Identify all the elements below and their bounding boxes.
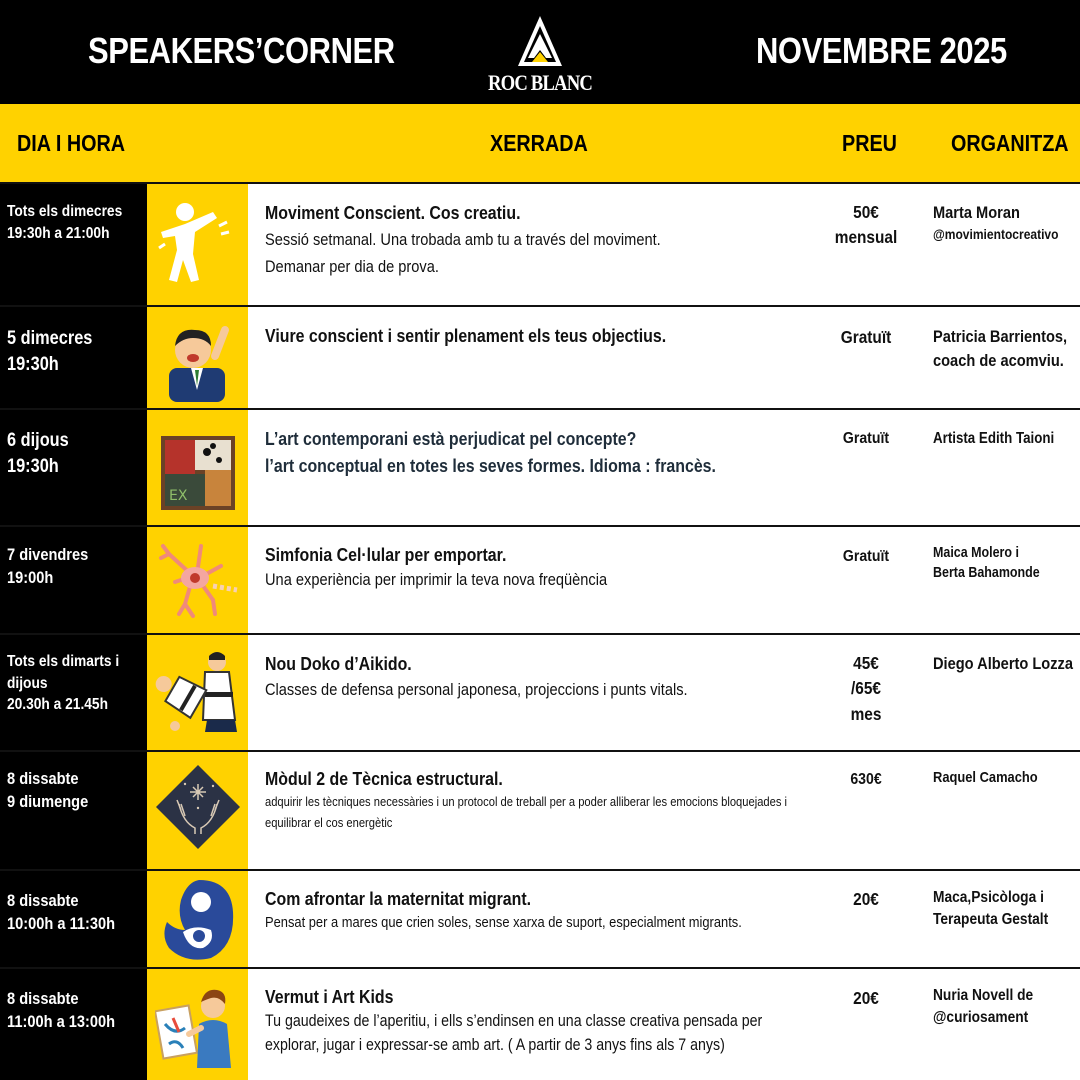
column-header-date: DIA I HORA: [17, 130, 126, 156]
organizer-name: Berta Bahamonde: [933, 565, 1040, 582]
dancer-icon: [155, 198, 241, 284]
talk-description: Demanar per dia de prova.: [265, 257, 439, 277]
talk-title: Nou Doko d’Aikido.: [265, 653, 412, 674]
row-date: Tots els dimarts i: [7, 653, 120, 670]
talk-description: Sessió setmanal. Una trobada amb tu a través del moviment.: [265, 230, 661, 249]
row-divider: [0, 967, 1080, 969]
contemporary-art-icon: [155, 430, 241, 516]
row-date: 9 diumenge: [7, 791, 89, 811]
row-date: 8 dissabte: [7, 989, 79, 1008]
talk-title: L’art contemporani està perjudicat pel concepte?: [265, 428, 637, 449]
row-divider: [0, 633, 1080, 635]
row-divider: [0, 305, 1080, 307]
price-value: 20€: [853, 889, 879, 909]
organizer-name: Maca,Psicòloga i: [933, 889, 1044, 906]
child-painting-icon: [155, 984, 241, 1070]
price-value: Gratuït: [840, 327, 892, 347]
row-time: 19:30h: [7, 455, 59, 477]
mountain-icon: [478, 12, 602, 72]
organizer-name: Marta Moran: [933, 203, 1020, 222]
organizer-name: coach de acomviu.: [933, 350, 1064, 370]
organizer-name: Maica Molero i: [933, 545, 1019, 561]
organizer-name: Raquel Camacho: [933, 769, 1038, 786]
row-time: 19:30h: [7, 353, 59, 375]
talk-description: adquirir les tècniques necessàries i un protocol de treball per a poder alliberar les emocions bloquejades i: [265, 794, 788, 809]
column-header-talk: XERRADA: [490, 130, 588, 156]
organizer-name: Patricia Barrientos,: [933, 327, 1068, 346]
column-header-price: PREU: [842, 130, 897, 156]
price-value: 630€: [850, 771, 882, 788]
businessman-icon: [155, 316, 241, 402]
talk-description: Pensat per a mares que crien soles, sense xarxa de suport, especialment migrants.: [265, 914, 742, 931]
date-column: [0, 182, 147, 1080]
row-divider: [0, 869, 1080, 871]
talk-description: Una experiència per imprimir la teva nova freqüència: [265, 570, 608, 589]
organizer-handle: @movimientocreativo: [933, 225, 1059, 242]
aikido-icon: [155, 648, 241, 734]
row-date: Tots els dimecres: [7, 203, 123, 220]
price-value: mes: [850, 703, 882, 724]
price-value: 50€: [853, 202, 879, 222]
row-date: 7 divendres: [7, 545, 89, 564]
price-value: 45€: [853, 653, 879, 673]
month-title: NOVEMBRE 2025: [756, 30, 1007, 71]
logo-text: ROC BLANC: [487, 70, 593, 95]
roc-blanc-logo: [478, 12, 602, 96]
row-divider: [0, 525, 1080, 527]
row-date: 6 dijous: [7, 430, 69, 451]
row-time: 11:00h a 13:00h: [7, 1011, 116, 1031]
price-value: Gratuït: [842, 430, 890, 447]
row-divider: [0, 182, 1080, 184]
talk-title: Moviment Conscient. Cos creatiu.: [265, 202, 521, 223]
row-date: dijous: [7, 674, 48, 692]
row-date: 8 dissabte: [7, 769, 79, 788]
row-divider: [0, 750, 1080, 752]
talk-description: l’art conceptual en totes les seves formes. Idioma : francès.: [265, 455, 716, 476]
mother-child-icon: [155, 876, 241, 962]
talk-title: Vermut i Art Kids: [265, 986, 394, 1007]
row-time: 19:00h: [7, 567, 54, 587]
talk-title: Simfonia Cel·lular per emportar.: [265, 544, 507, 565]
row-time: 19:30h a 21:00h: [7, 224, 110, 242]
row-date: 8 dissabte: [7, 891, 79, 910]
organizer-name: Terapeuta Gestalt: [933, 911, 1049, 929]
talk-title: Mòdul 2 de Tècnica estructural.: [265, 768, 503, 789]
row-divider: [0, 408, 1080, 410]
price-value: Gratuït: [842, 548, 890, 565]
event-series-title: SPEAKERS’CORNER: [88, 30, 395, 71]
price-value: /65€: [851, 678, 881, 699]
talk-description: equilibrar el cos energètic: [265, 815, 393, 831]
row-time: 20.30h a 21.45h: [7, 696, 108, 714]
talk-description: Classes de defensa personal japonesa, projeccions i punts vitals.: [265, 680, 688, 699]
price-value: mensual: [834, 227, 898, 248]
row-date: 5 dimecres: [7, 328, 93, 349]
content-area: [248, 182, 1080, 1080]
top-header: [0, 0, 1080, 104]
row-time: 10:00h a 11:30h: [7, 913, 116, 933]
price-value: 20€: [853, 988, 879, 1008]
talk-description: Tu gaudeixes de l’aperitiu, i ells s’endinsen en una classe creativa pensada per: [265, 1012, 763, 1030]
organizer-name: Diego Alberto Lozza: [933, 654, 1073, 673]
organizer-handle: @curiosament: [933, 1009, 1029, 1027]
talk-title: Com afrontar la maternitat migrant.: [265, 888, 532, 909]
column-header-organizer: ORGANITZA: [951, 130, 1069, 156]
talk-description: explorar, jugar i expressar-se amb art. ( A partir de 3 anys fins als 7 anys): [265, 1035, 725, 1054]
organizer-name: Artista Edith Taioni: [933, 430, 1055, 447]
energy-hands-icon: [155, 764, 241, 850]
svg-text:EX: EX: [169, 488, 188, 504]
talk-title: Viure conscient i sentir plenament els teus objectius.: [265, 325, 667, 346]
column-header-bar: [0, 104, 1080, 182]
organizer-name: Nuria Novell de: [933, 987, 1034, 1004]
cell-icon: [155, 536, 241, 622]
